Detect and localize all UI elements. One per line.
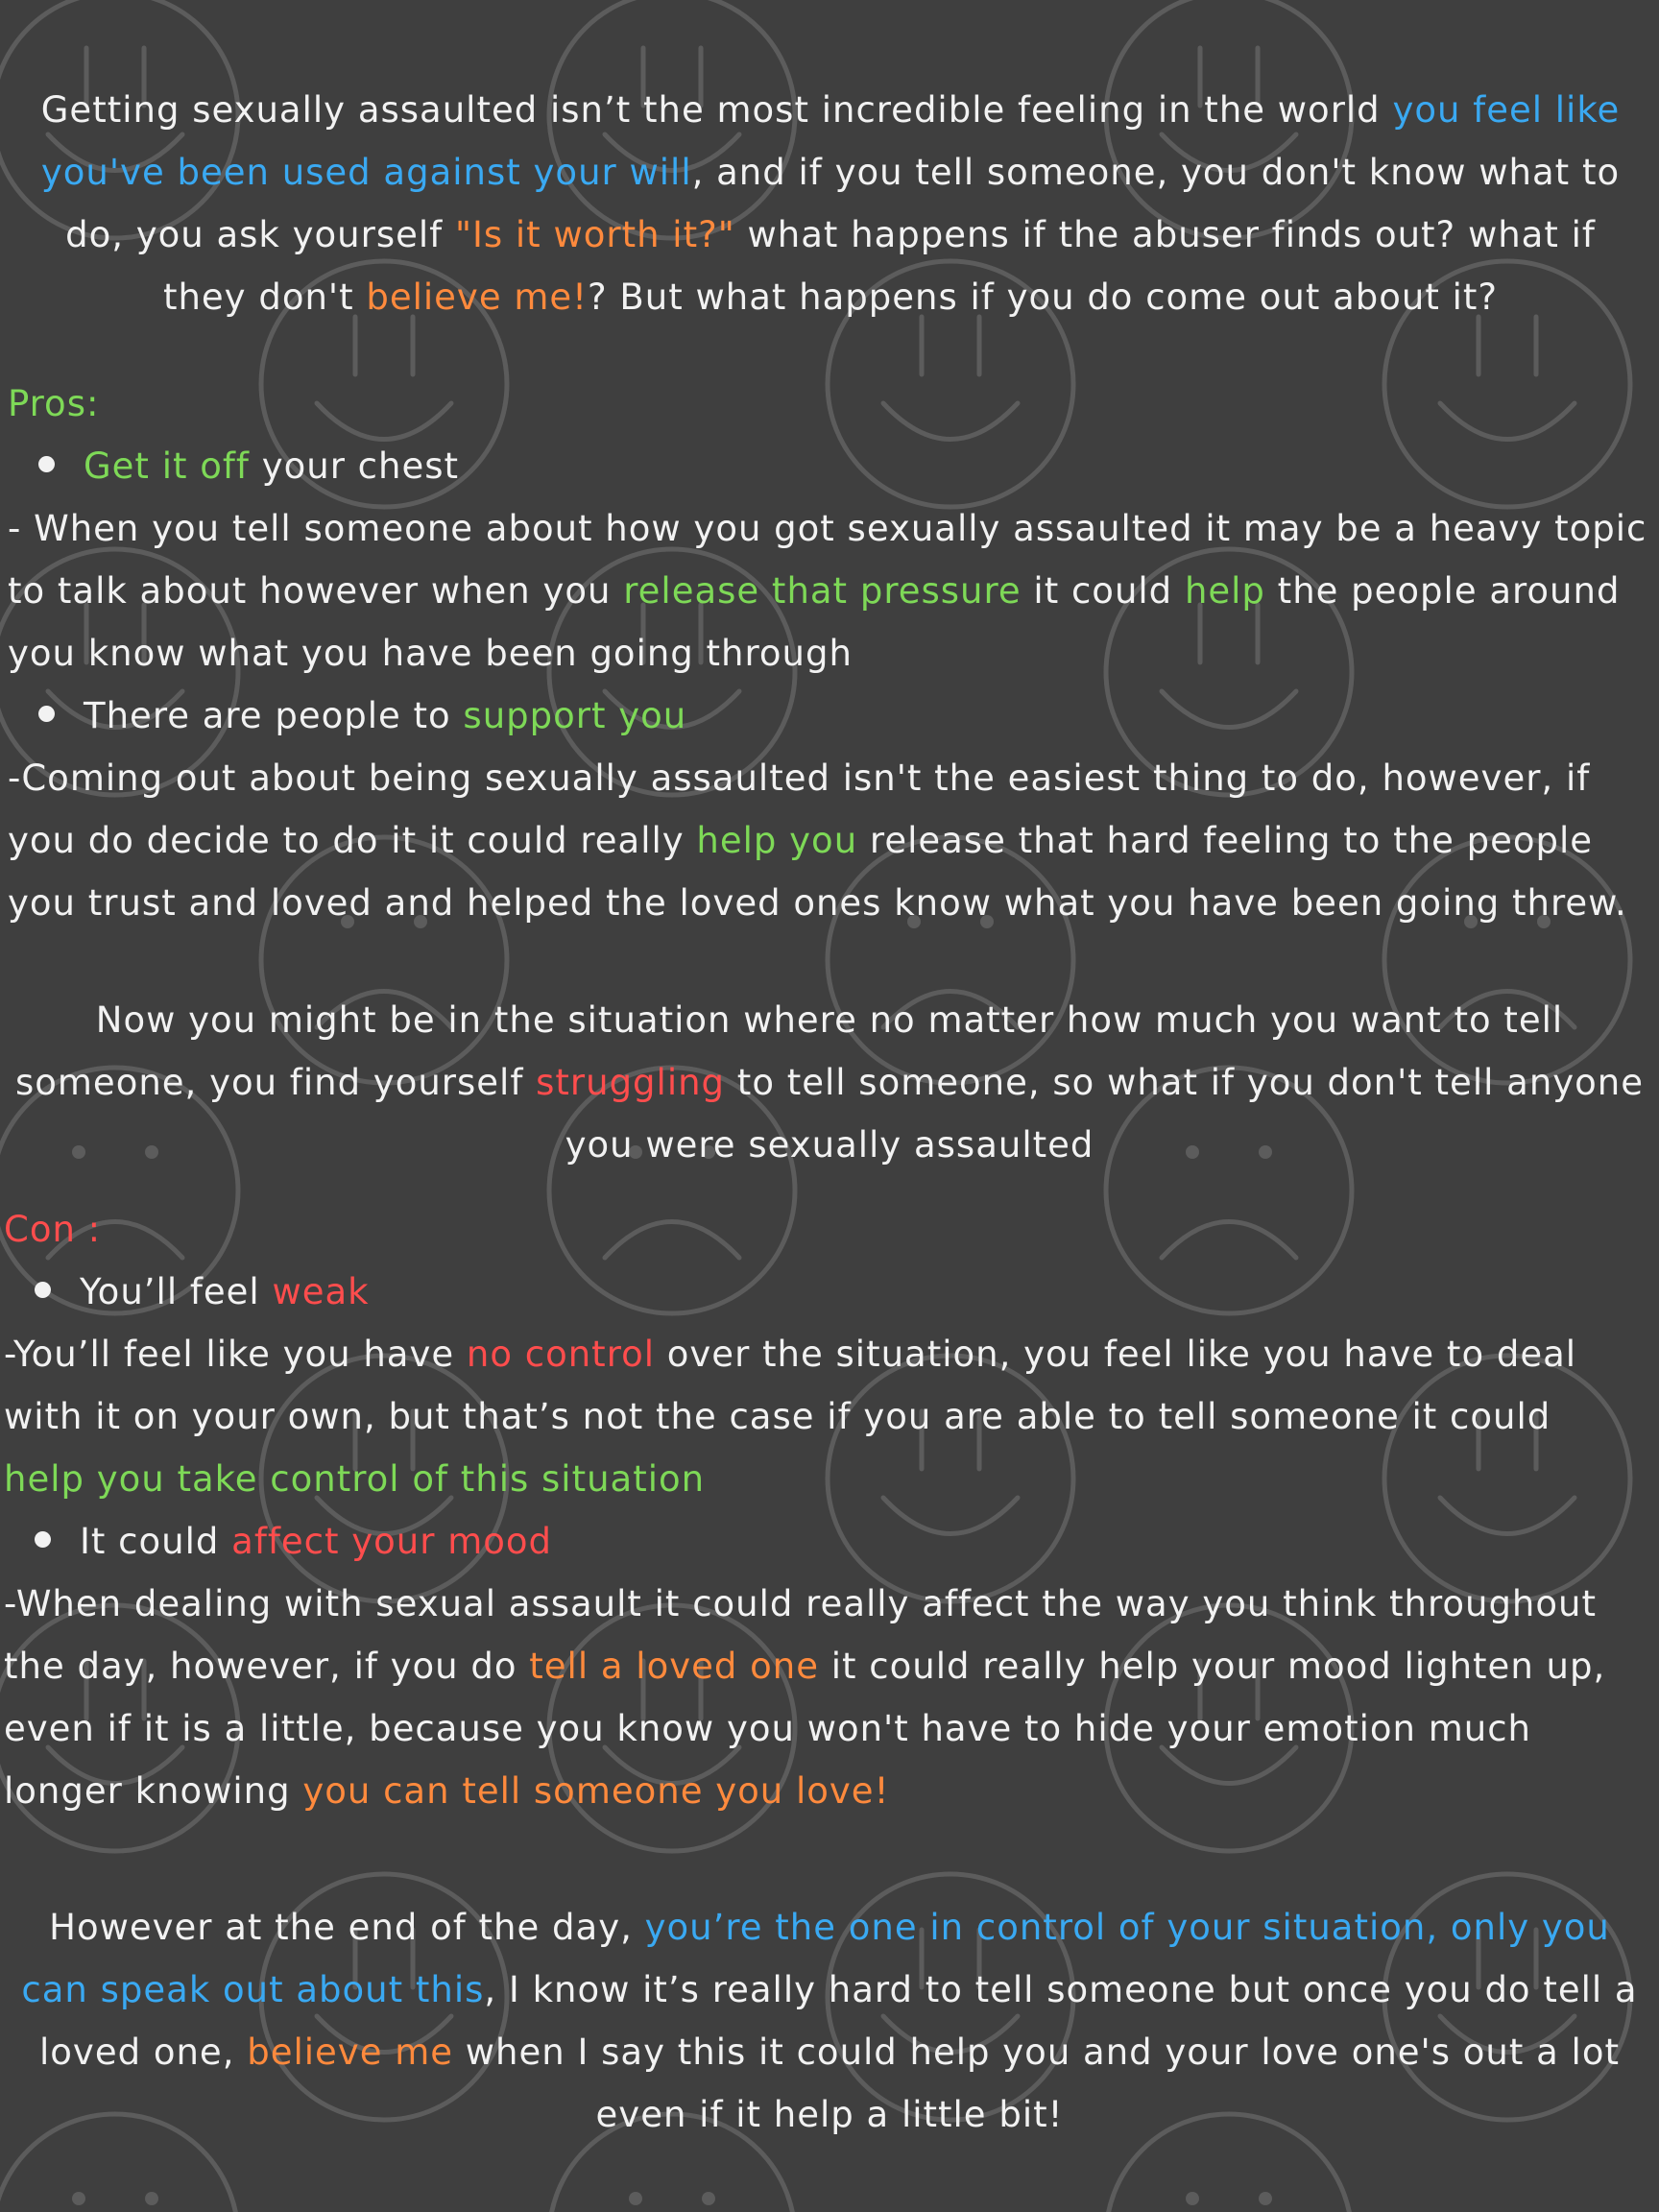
intro-highlight-worth-it: "Is it worth it?" xyxy=(454,214,735,255)
pros-bullet-2-text: There are people to xyxy=(84,695,464,736)
cons-bullet-1 xyxy=(35,1261,370,1323)
cons-paragraph-2-highlight-tell-someone: you can tell someone you love! xyxy=(302,1770,890,1812)
intro-text-2: , and if you tell someone, you don't know what to do, you ask yourself xyxy=(65,152,1621,255)
pros-paragraph-1-text-1: - When you tell someone about how you got sexually assaulted it may be a heavy topic to talk about however when you xyxy=(8,508,1647,612)
intro-text-3: what happens if the abuser finds out? what if they don't xyxy=(162,214,1596,318)
intro-highlight-believe-me: believe me! xyxy=(366,276,588,318)
cons-paragraph-2-text-2: it could really help your mood lighten up, even if it is a little, because you know you won't have to hide your emotion much longer knowing xyxy=(4,1646,1606,1812)
intro-paragraph xyxy=(19,79,1642,328)
pros-paragraph-1-highlight-pressure: release that pressure xyxy=(623,570,1022,612)
cons-bullet-1-highlight: weak xyxy=(272,1271,370,1312)
cons-paragraph-1-highlight-no-control: no control xyxy=(466,1334,656,1375)
intro-highlight-used: you feel like you've been used against your will xyxy=(40,89,1621,193)
closing-highlight-control: you’re the one in control of your situation, only you can speak out about this xyxy=(21,1907,1610,2010)
pros-bullet-1-highlight: Get it off xyxy=(84,445,250,487)
closing-text-1: However at the end of the day, xyxy=(49,1907,645,1948)
pros-paragraph-2-text-1: -Coming out about being sexually assaulted isn't the easiest thing to do, however, if you do decide to do it it could really xyxy=(8,757,1591,861)
pros-paragraph-1-highlight-help: help xyxy=(1184,570,1265,612)
middle-text-1: Now you might be in the situation where no matter how much you want to tell someone, you find yourself xyxy=(14,999,1564,1103)
intro-text-1: Getting sexually assaulted isn’t the most incredible feeling in the world xyxy=(40,89,1393,131)
cons-paragraph-1 xyxy=(4,1323,1636,1510)
intro-text-4: ? But what happens if you do come out about it? xyxy=(588,276,1499,318)
cons-bullet-2-text: It could xyxy=(80,1521,232,1562)
pros-paragraph-1 xyxy=(8,497,1649,685)
cons-paragraph-2 xyxy=(4,1573,1651,1822)
pros-bullet-1 xyxy=(38,435,459,497)
pros-paragraph-1-text-2: it could xyxy=(1021,570,1185,612)
pros-paragraph-2-highlight-help-you: help you xyxy=(696,820,858,861)
cons-bullet-1-text: You’ll feel xyxy=(80,1271,273,1312)
bullet-icon xyxy=(38,456,55,472)
closing-highlight-believe-me: believe me xyxy=(247,2032,454,2073)
pros-paragraph-1-text-3: the people around you know what you have been going through xyxy=(8,570,1621,674)
closing-text-3: when I say this it could help you and your love one's out a lot even if it help a little bit! xyxy=(453,2032,1620,2135)
cons-heading: Con : xyxy=(4,1209,102,1250)
bullet-icon xyxy=(38,706,55,722)
cons-paragraph-1-text-1: -You’ll feel like you have xyxy=(4,1334,467,1375)
pros-bullet-2 xyxy=(38,685,686,747)
closing-text-2: , I know it’s really hard to tell someone but once you do tell a loved one, xyxy=(39,1969,1638,2073)
cons-paragraph-1-highlight-take-control: help you take control of this situation xyxy=(4,1458,706,1500)
cons-paragraph-2-highlight-loved-one: tell a loved one xyxy=(529,1646,819,1687)
pros-bullet-2-highlight: support you xyxy=(463,695,687,736)
bullet-icon xyxy=(35,1282,51,1298)
bullet-icon xyxy=(35,1531,51,1548)
pros-paragraph-2-text-2: release that hard feeling to the people you trust and loved and helped the loved ones know what you have been going threw. xyxy=(8,820,1627,924)
cons-paragraph-2-text-1: -When dealing with sexual assault it could really affect the way you think throughout the day, however, if you do xyxy=(4,1583,1597,1687)
cons-bullet-2-highlight: affect your mood xyxy=(231,1521,553,1562)
middle-highlight-struggling: struggling xyxy=(536,1062,726,1103)
pros-heading: Pros: xyxy=(8,383,100,424)
middle-paragraph xyxy=(6,989,1653,1176)
middle-text-2: to tell someone, so what if you don't tell anyone you were sexually assaulted xyxy=(565,1062,1645,1166)
cons-bullet-2 xyxy=(35,1510,552,1573)
pros-bullet-1-text: your chest xyxy=(249,445,460,487)
closing-paragraph xyxy=(12,1896,1647,2146)
cons-paragraph-1-text-2: over the situation, you feel like you have to deal with it on your own, but that’s not the case if you are able to tell someone it could xyxy=(4,1334,1577,1437)
pros-paragraph-2 xyxy=(8,747,1655,934)
